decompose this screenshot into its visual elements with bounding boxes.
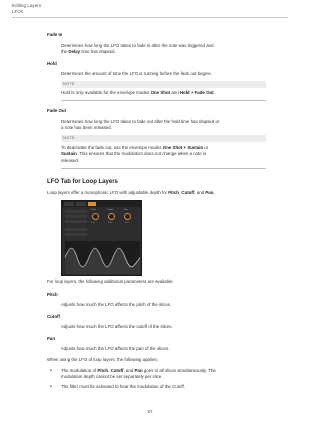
text: time has elapsed. xyxy=(80,49,116,55)
text: The modulation of xyxy=(61,368,98,373)
header-chapter: Editing Layers xyxy=(12,3,42,8)
term-hold: Hold xyxy=(47,61,57,66)
header-rule xyxy=(12,17,288,18)
text: , xyxy=(108,368,111,373)
term-pitch: Pitch xyxy=(47,292,58,297)
knob-label: Pitch xyxy=(91,209,96,211)
header-section: LFOs xyxy=(12,9,24,14)
section-intro xyxy=(47,190,272,196)
bold-term: Cutoff xyxy=(110,368,124,373)
bullet-marker: • xyxy=(50,368,52,374)
note-rule xyxy=(61,168,266,169)
section-heading: LFO Tab for Loop Layers xyxy=(47,179,118,185)
knob-label: Cutoff xyxy=(107,209,113,211)
bold-term: Pitch xyxy=(168,190,179,195)
text: . xyxy=(213,190,215,195)
panel-control xyxy=(65,215,87,218)
desc-line xyxy=(61,49,266,55)
panel-tab xyxy=(76,202,86,206)
term-fade-in: Fade In xyxy=(47,32,63,37)
desc-line: Determines how long the LFO takes to fade in after the note was triggered and xyxy=(61,43,214,48)
bold-term: One Shot xyxy=(150,90,171,95)
note-label: NOTE xyxy=(63,135,75,140)
applies-intro: When using the LFO of loop layers, the following applies: xyxy=(47,357,158,362)
bullet-marker: • xyxy=(50,384,52,390)
text: or xyxy=(203,145,209,150)
desc-hold: Determines the amount of time the LFO is running before the fade out begins. xyxy=(61,71,212,76)
text: , and xyxy=(123,368,135,373)
desc-fade-in xyxy=(61,43,266,56)
term-fade-out: Fade Out xyxy=(47,108,67,113)
running-header xyxy=(12,3,41,15)
panel-tab xyxy=(64,202,74,206)
bold-term: Pan xyxy=(134,368,143,373)
knob-value: 0 st xyxy=(91,222,95,224)
text: the xyxy=(61,49,69,55)
panel-tab-bar xyxy=(62,201,141,207)
desc-fade-out xyxy=(61,119,266,132)
bullet-line: modulation depth cannot be set separately per slice. xyxy=(61,374,163,380)
note-header-bar xyxy=(61,81,266,88)
text: To deactivate the fade out, use the envelope modes xyxy=(61,145,163,150)
lfo-waveform xyxy=(65,241,140,274)
desc-line: Determines how long the LFO takes to fade out after the hold time has elapsed or xyxy=(61,119,220,124)
term-cutoff: Cutoff xyxy=(47,314,60,319)
text: Loop layers offer a monophonic LFO with adjustable depth for xyxy=(47,190,169,195)
panel-control xyxy=(65,210,87,213)
note-line: released. xyxy=(61,157,80,163)
pan-knob xyxy=(124,213,131,220)
desc-pitch: Adjusts how much the LFO affects the pitch of the slices. xyxy=(61,302,172,307)
page-number: 57 xyxy=(147,409,153,414)
desc-line: a note has been released. xyxy=(61,125,112,131)
bold-term: Pan xyxy=(205,190,214,195)
note-rule xyxy=(61,100,266,101)
params-intro: For loop layers, the following additional parameters are available: xyxy=(47,279,174,284)
note-hold xyxy=(61,90,266,96)
text: and xyxy=(170,90,180,95)
knob-label: Pan xyxy=(124,209,128,211)
panel-control xyxy=(65,228,87,231)
bold-term: Sustain xyxy=(61,151,77,157)
waveform-fill xyxy=(65,248,140,274)
bold-term: One Shot + Sustain xyxy=(162,145,204,150)
desc-pan: Adjusts how much the LFO affects the pan of the slices. xyxy=(61,346,170,351)
bold-term: Pitch xyxy=(97,368,109,373)
pitch-knob xyxy=(92,213,99,220)
panel-tab-active xyxy=(88,202,96,206)
note-fade-out xyxy=(61,145,266,164)
lfo-panel-screenshot xyxy=(61,200,142,276)
text: goes to all slices simultaneously. The xyxy=(142,368,216,373)
text: , and xyxy=(194,190,206,195)
knob-value: 0 % xyxy=(108,222,112,224)
bullet-item-1 xyxy=(61,368,266,381)
cutoff-knob xyxy=(108,213,115,220)
text: . This ensures that the modulation does not change when a note is xyxy=(76,151,207,157)
desc-cutoff: Adjusts how much the LFO affects the cutoff of the slices. xyxy=(61,324,173,329)
bold-term: Delay xyxy=(68,49,81,55)
bold-term: Cutoff xyxy=(181,190,195,195)
text: . xyxy=(213,90,215,95)
bold-term: Hold + Fade Out xyxy=(179,90,214,95)
note-label: NOTE xyxy=(63,81,75,86)
bullet-item-2: The filter must be activated to hear the modulation of the Cutoff. xyxy=(61,384,185,389)
term-pan: Pan xyxy=(47,336,56,341)
text: Hold is only available for the envelope modes xyxy=(61,90,151,95)
text: , xyxy=(178,190,182,195)
panel-control xyxy=(65,220,87,223)
panel-control xyxy=(65,233,87,236)
knob-value: 0 % xyxy=(125,222,129,224)
note-header-bar xyxy=(61,135,266,142)
